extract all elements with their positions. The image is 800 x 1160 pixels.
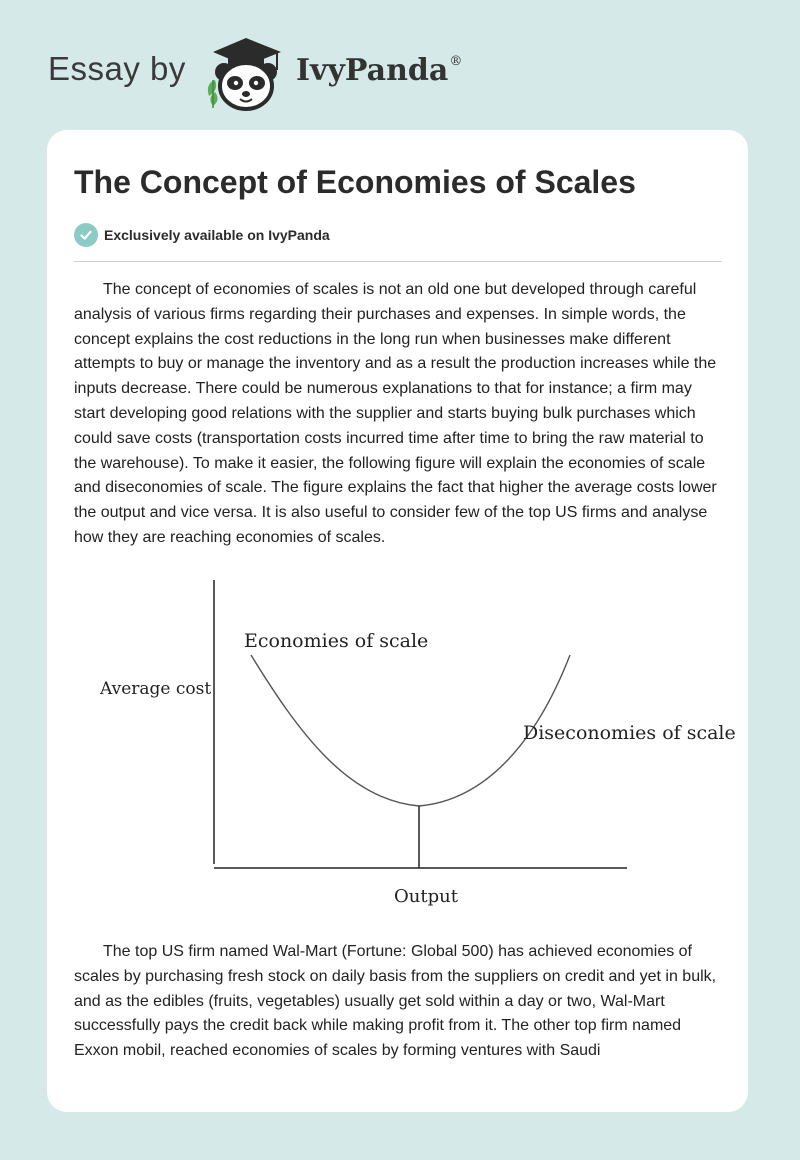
diseconomies-of-scale-label: Diseconomies of scale: [523, 722, 736, 744]
exclusive-badge: [74, 222, 330, 248]
brand-name[interactable]: [296, 53, 462, 88]
registered-mark: ®: [449, 54, 463, 69]
brand-text[interactable]: IvyPanda: [296, 53, 449, 88]
economies-of-scale-figure: [47, 560, 748, 910]
exclusive-badge-text: Exclusively available on IvyPanda: [104, 227, 330, 243]
paragraph-walmart: The top US firm named Wal-Mart (Fortune: Global 500) has achieved economies of scales by purchasing fresh stock on daily basis from the suppliers on credit and yet in bulk, and as the edibles (fruits, vegetables) usually get sold within a day or two, Wal-Mart successfully pays the credit back while making profit from it. The other top firm named Exxon mobil, reached economies of scales by forming ventures with Saudi: [74, 943, 717, 1060]
article-card: [47, 130, 748, 1112]
economies-of-scale-label: Economies of scale: [244, 630, 429, 652]
checkmark-icon: [74, 223, 98, 247]
y-axis-label: Average cost: [100, 679, 212, 699]
site-header: [48, 36, 748, 116]
essay-by-label: Essay by: [48, 50, 186, 87]
x-axis-label: Output: [394, 886, 458, 907]
paragraph-intro: The concept of economies of scales is not an old one but developed through careful analysis of various firms regarding their purchases and expenses. In simple words, the concept explains the cost reductions in the long run when businesses make different attempts to buy or manage the inventory and as a result the production increases while the inputs decrease. There could be numerous explanations to that for instance; a firm may start developing good relations with the supplier and starts buying bulk purchases which could save costs (transportation costs incurred time after time to bring the raw material to the warehouse). To make it easier, the following figure will explain the economies of scale and diseconomies of scale. The figure explains the fact that higher the average costs lower the output and vice versa. It is also useful to consider few of the top US firms and analyse how they are reaching economies of scales.: [74, 281, 717, 546]
page-title: The Concept of Economies of Scales: [74, 164, 636, 200]
divider: [74, 261, 722, 262]
panda-logo-icon[interactable]: [203, 36, 289, 112]
